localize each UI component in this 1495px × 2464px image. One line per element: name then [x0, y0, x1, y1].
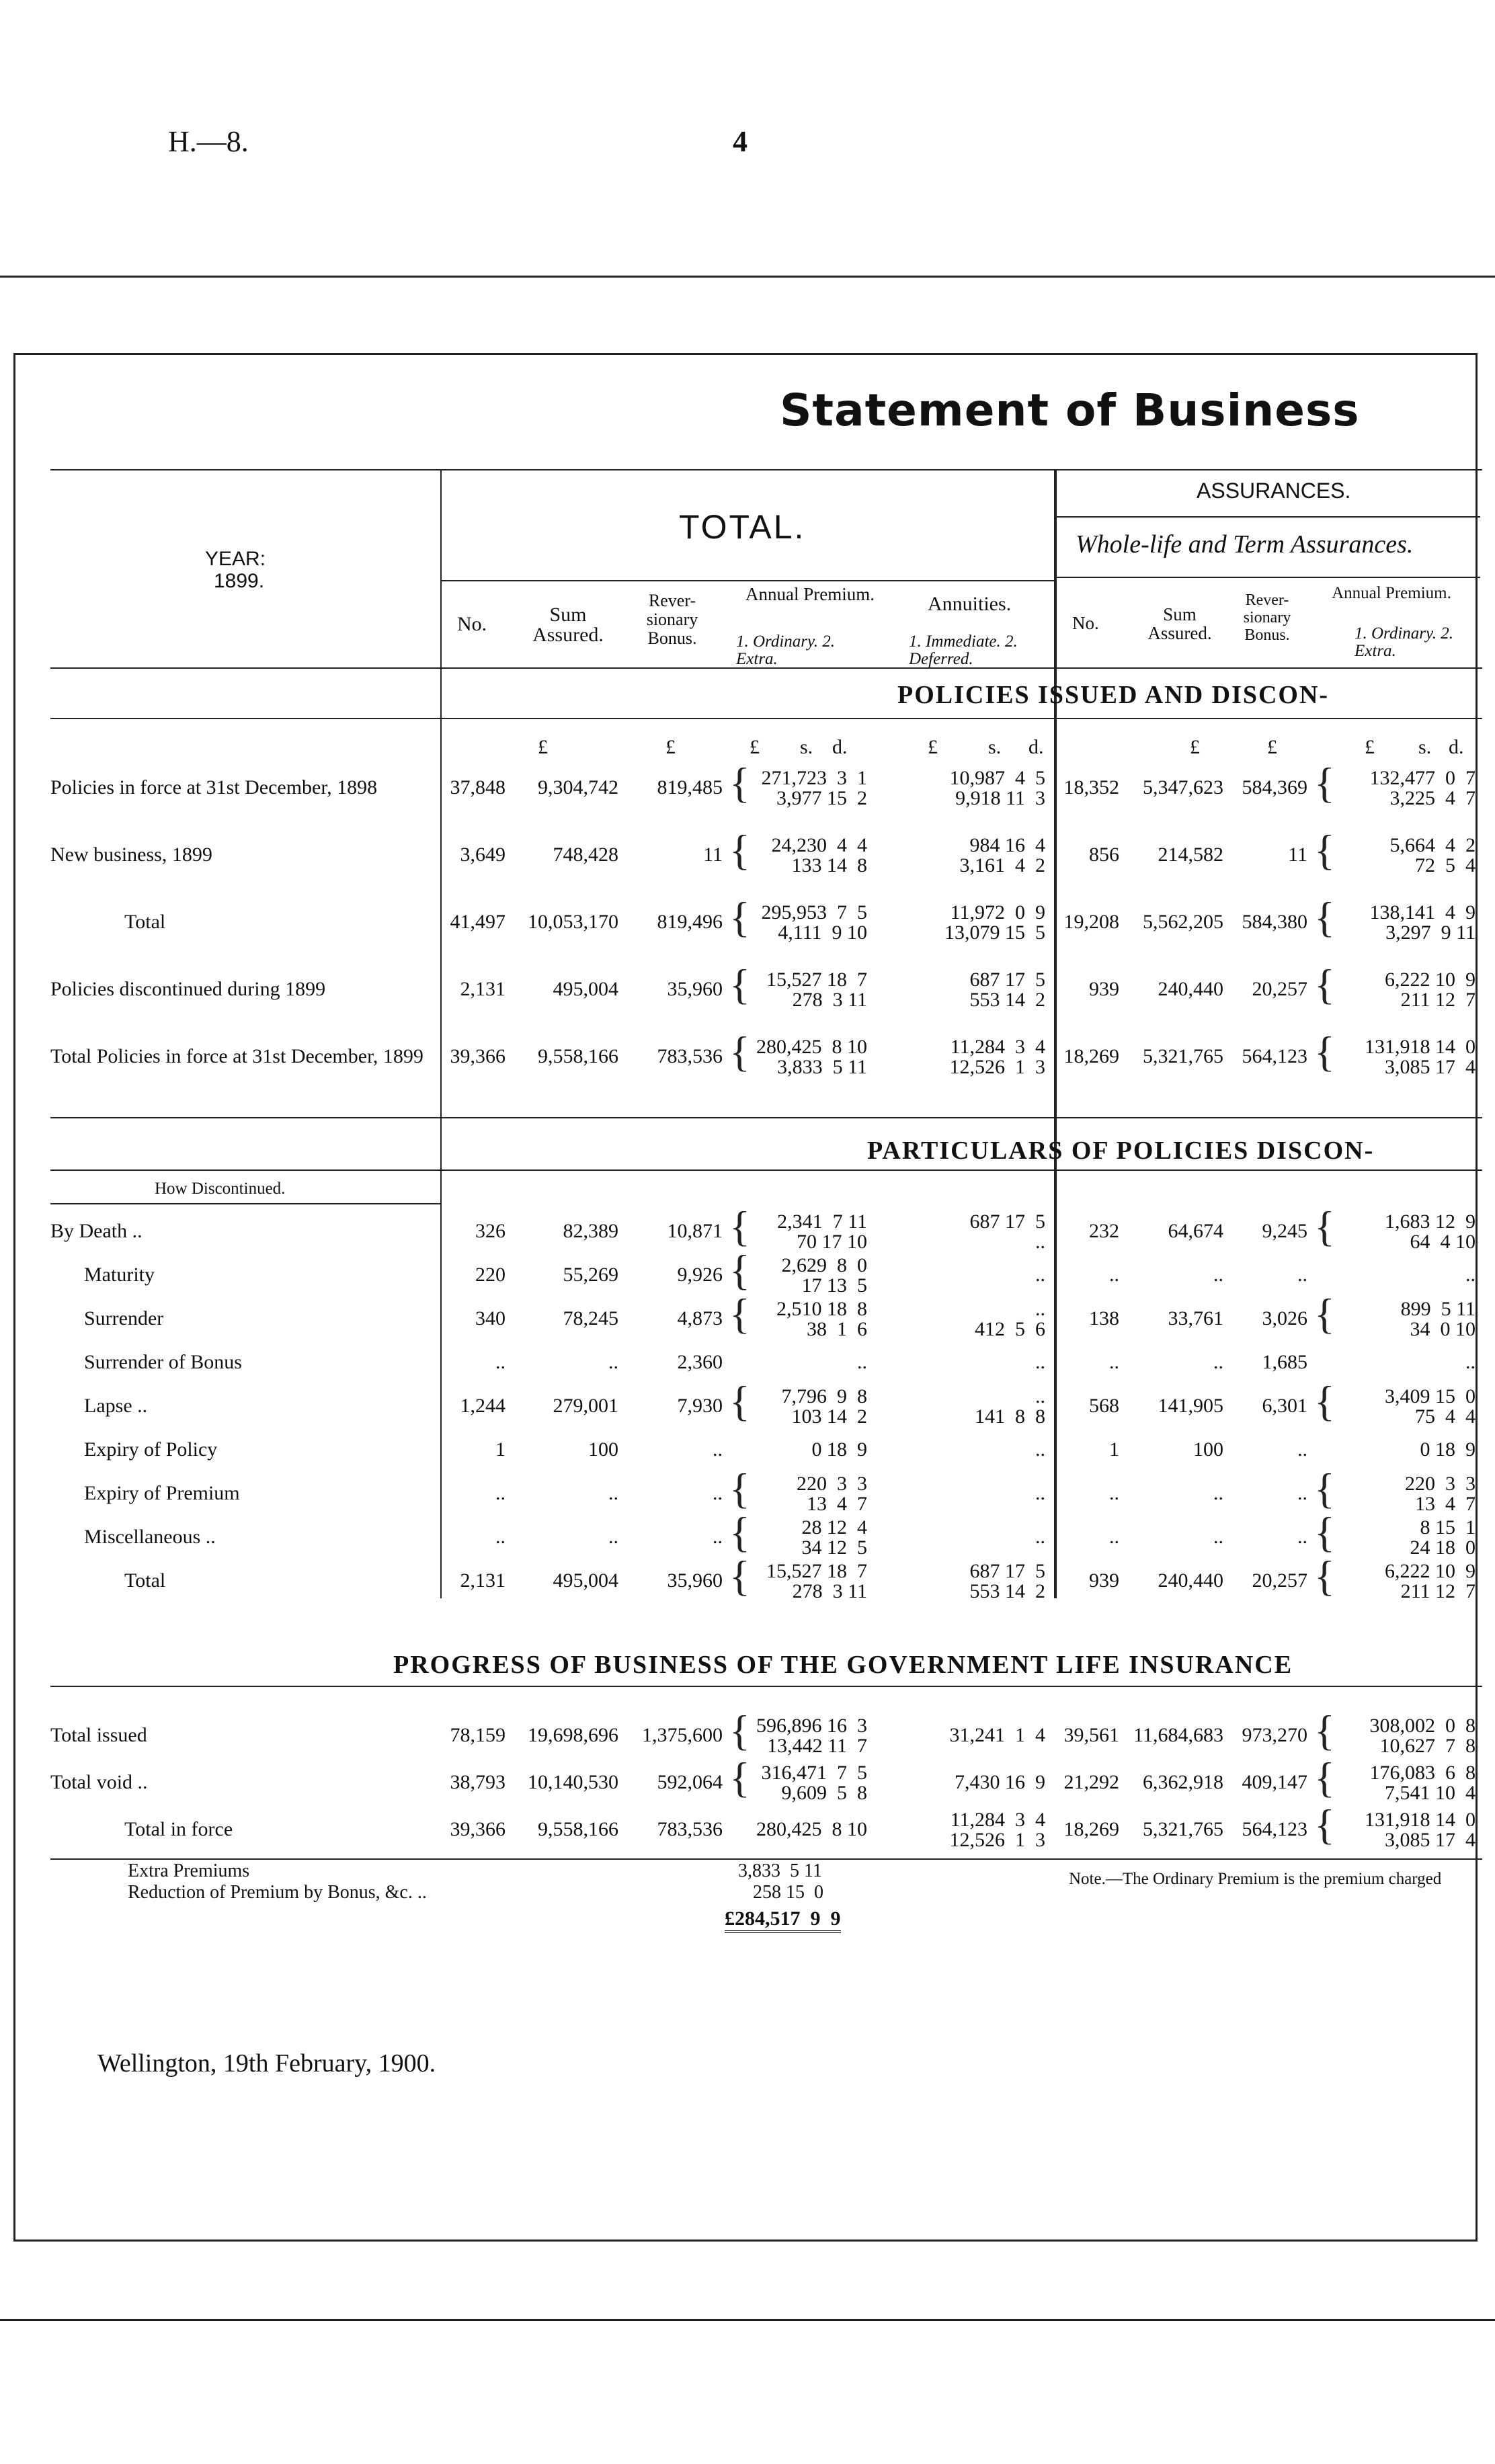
cell-sum-assured: 82,389	[563, 1220, 618, 1242]
cell-ap-ordinary: 28 12 4	[801, 1516, 867, 1538]
cell-an-deferred: 13,079 15 5	[944, 921, 1045, 944]
cell-an-immediate: 687 17 5	[969, 969, 1045, 991]
cell-w-ap-ordinary: 5,664 4 2	[1389, 834, 1476, 856]
section1-end-line	[50, 1117, 1482, 1118]
cell-w-no: 939	[1089, 1569, 1119, 1592]
unit-pound-ap: £	[750, 736, 760, 758]
cell-w-ap-extra: 3,085 17 4	[1385, 1056, 1476, 1078]
brace-wap: {	[1314, 1707, 1335, 1754]
assurance-divider	[1057, 516, 1480, 518]
cell-ap-extra: 278 3 11	[792, 1580, 867, 1602]
cell-w-bonus: 20,257	[1252, 978, 1307, 1000]
cell-w-no: 232	[1089, 1220, 1119, 1242]
row-label: Total	[124, 911, 166, 933]
how-discontinued-label: How Discontinued.	[155, 1180, 286, 1198]
cell-sum-assured: 9,304,742	[538, 776, 618, 798]
cell-no: 340	[475, 1307, 506, 1329]
cell-rev-bonus: 7,930	[677, 1395, 723, 1417]
cell-w-ap-ordinary: 6,222 10 9	[1385, 1560, 1476, 1582]
brace-ap: {	[729, 1290, 750, 1338]
brace-wap: {	[1314, 1377, 1335, 1425]
cell-w-ap-extra: 3,085 17 4	[1385, 1829, 1476, 1851]
cell-ap-extra: 3,977 15 2	[776, 787, 867, 809]
cell-an-immediate: ..	[1035, 1298, 1045, 1320]
cell-w-ap-ordinary: 176,083 6 8	[1369, 1762, 1476, 1784]
cell-ap-extra: 17 13 5	[801, 1274, 867, 1297]
col-ap-sub: 1. Ordinary. 2. Extra.	[736, 632, 835, 668]
cell-w-bonus: 973,270	[1242, 1724, 1307, 1746]
cell-w-ap-ordinary: 8 15 1	[1420, 1516, 1476, 1538]
cell-an-immediate: 11,284 3 4	[950, 1036, 1045, 1058]
cell-w-ap-ordinary: 0 18 9	[1420, 1438, 1476, 1461]
cell-ap-ordinary: 271,723 3 1	[761, 767, 867, 789]
cell-w-ap-ordinary: 1,683 12 9	[1385, 1210, 1476, 1233]
cell-sum-assured: ..	[608, 1351, 618, 1373]
year-value: 1899.	[214, 570, 265, 592]
cell-w-no: 568	[1089, 1395, 1119, 1417]
cell-w-sum: 5,562,205	[1143, 911, 1223, 933]
unit-pound-an: £	[928, 736, 938, 758]
total-subheader-line	[440, 580, 1055, 581]
cell-w-bonus: 584,380	[1242, 911, 1307, 933]
unit-pound-sum: £	[538, 736, 548, 758]
col-line-total-right	[1054, 469, 1057, 1598]
brace-wap: {	[1314, 1754, 1335, 1801]
cell-w-ap-extra: 10,627 7 8	[1379, 1735, 1476, 1757]
cell-an-immediate: 31,241 1 4	[949, 1724, 1045, 1746]
cell-an-deferred: 3,161 4 2	[959, 854, 1045, 876]
cell-rev-bonus: 592,064	[657, 1771, 723, 1793]
brace-ap: {	[729, 1028, 750, 1075]
unit-s-an: s.	[988, 736, 1002, 758]
cell-ap-ordinary: 24,230 4 4	[771, 834, 867, 856]
cell-w-sum: ..	[1213, 1482, 1223, 1504]
cell-w-sum: 5,321,765	[1143, 1818, 1223, 1840]
cell-w-sum: 33,761	[1168, 1307, 1223, 1329]
col-ann-sub: 1. Immediate. 2. Deferred.	[909, 632, 1018, 668]
brace-wap: {	[1314, 1508, 1335, 1556]
section2-line	[50, 1169, 1482, 1171]
cell-rev-bonus: ..	[713, 1438, 723, 1461]
cell-ap-extra: 13,442 11 7	[767, 1735, 867, 1757]
unit-s-ap: s.	[800, 736, 813, 758]
cell-w-no: 1	[1109, 1438, 1119, 1461]
cell-w-no: 18,269	[1063, 1045, 1119, 1067]
cell-w-no: 18,269	[1063, 1818, 1119, 1840]
brace-ap: {	[729, 1246, 750, 1294]
cell-w-ap-ordinary: 131,918 14 0	[1365, 1036, 1476, 1058]
cell-w-sum: 240,440	[1158, 1569, 1223, 1592]
cell-ap-extra: 103 14 2	[791, 1405, 867, 1428]
cell-no: 1,244	[460, 1395, 506, 1417]
row-label: Expiry of Policy	[84, 1438, 218, 1461]
cell-w-ap-ordinary: 131,918 14 0	[1365, 1809, 1476, 1831]
unit-pound-bonus: £	[665, 736, 676, 758]
cell-no: 2,131	[460, 1569, 506, 1592]
col-no: No.	[457, 613, 487, 635]
total-header: TOTAL.	[679, 508, 806, 546]
cell-w-bonus: 9,245	[1262, 1220, 1307, 1242]
row-label: Total void ..	[50, 1771, 148, 1793]
cell-w-sum: 214,582	[1158, 844, 1223, 866]
col-line-year	[440, 469, 442, 1598]
assurances-header: ASSURANCES.	[1197, 479, 1351, 503]
cell-w-bonus: 584,369	[1242, 776, 1307, 798]
brace-wap: {	[1314, 1801, 1335, 1848]
cell-rev-bonus: 35,960	[667, 978, 723, 1000]
cell-sum-assured: 279,001	[553, 1395, 618, 1417]
cell-w-sum: 6,362,918	[1143, 1771, 1223, 1793]
cell-ap-ordinary: 220 3 3	[797, 1473, 867, 1495]
row-label: Expiry of Premium	[84, 1482, 240, 1504]
cell-w-ap-extra: 3,225 4 7	[1389, 787, 1476, 809]
cell-ap-ordinary: 316,471 7 5	[761, 1762, 867, 1784]
cell-rev-bonus: ..	[713, 1526, 723, 1548]
brace-ap: {	[729, 1465, 750, 1512]
section3-line	[50, 1686, 1482, 1687]
cell-w-ap-extra: 7,541 10 4	[1385, 1782, 1476, 1804]
cell-w-bonus: 3,026	[1262, 1307, 1307, 1329]
brace-wap: {	[1314, 1028, 1335, 1075]
cell-an-immediate: 11,284 3 4	[950, 1809, 1045, 1831]
brace-ap: {	[729, 1552, 750, 1600]
cell-w-sum: ..	[1213, 1526, 1223, 1548]
brace-ap: {	[729, 1754, 750, 1801]
cell-w-no: 138	[1089, 1307, 1119, 1329]
page-number: 4	[733, 125, 748, 158]
cell-w-no: 19,208	[1063, 911, 1119, 933]
cell-w-bonus: ..	[1297, 1264, 1307, 1286]
reduction-label: Reduction of Premium by Bonus, &c. ..	[128, 1882, 427, 1903]
col-w-ap-sub: 1. Ordinary. 2. Extra.	[1355, 624, 1453, 660]
cell-no: 39,366	[450, 1045, 506, 1067]
brace-wap: {	[1314, 1202, 1335, 1250]
cell-an-immediate: 11,972 0 9	[950, 901, 1045, 923]
cell-no: 39,366	[450, 1818, 506, 1840]
cell-sum-assured: 495,004	[553, 1569, 618, 1592]
cell-no: ..	[495, 1526, 506, 1548]
cell-an-immediate: 10,987 4 5	[949, 767, 1045, 789]
cell-no: ..	[495, 1482, 506, 1504]
row-label: By Death ..	[50, 1220, 143, 1242]
cell-sum-assured: 19,698,696	[528, 1724, 618, 1746]
cell-sum-assured: 495,004	[553, 978, 618, 1000]
brace-ap: {	[729, 826, 750, 874]
brace-ap: {	[729, 893, 750, 941]
cell-an-immediate: ..	[1035, 1351, 1045, 1373]
cell-rev-bonus: 819,485	[657, 776, 723, 798]
cell-an-immediate: ..	[1035, 1526, 1045, 1548]
whole-life-divider	[1057, 577, 1480, 578]
cell-rev-bonus: 783,536	[657, 1818, 723, 1840]
cell-w-bonus: 564,123	[1242, 1045, 1307, 1067]
cell-rev-bonus: 2,360	[677, 1351, 723, 1373]
cell-no: 78,159	[450, 1724, 506, 1746]
cell-no: 37,848	[450, 776, 506, 798]
cell-w-ap-extra: 75 4 4	[1415, 1405, 1476, 1428]
row-label: Maturity	[84, 1264, 155, 1286]
cell-w-no: 39,561	[1063, 1724, 1119, 1746]
cell-no: 1	[495, 1438, 506, 1461]
extra-premiums-label: Extra Premiums	[128, 1860, 250, 1881]
cell-rev-bonus: 11	[703, 844, 723, 866]
col-w-ap: Annual Premium.	[1332, 584, 1451, 602]
cell-an-immediate: ..	[1035, 1385, 1045, 1407]
cell-an-deferred: 12,526 1 3	[949, 1829, 1045, 1851]
row-label: Policies discontinued during 1899	[50, 978, 326, 1000]
row-label: Surrender of Bonus	[84, 1351, 242, 1373]
cell-w-bonus: ..	[1297, 1438, 1307, 1461]
cell-sum-assured: ..	[608, 1526, 618, 1548]
row-label: Policies in force at 31st December, 1898	[50, 776, 378, 798]
cell-ap-ordinary: 15,527 18 7	[766, 969, 867, 991]
cell-sum-assured: 10,053,170	[528, 911, 618, 933]
cell-ap-extra: 13 4 7	[807, 1493, 867, 1515]
section-progress: PROGRESS OF BUSINESS OF THE GOVERNMENT LIFE INSURANCE	[393, 1651, 1293, 1679]
cell-no: 38,793	[450, 1771, 506, 1793]
cell-w-bonus: ..	[1297, 1482, 1307, 1504]
section-issued: POLICIES ISSUED AND DISCON-	[897, 681, 1330, 709]
cell-rev-bonus: 1,375,600	[642, 1724, 723, 1746]
brace-wap: {	[1314, 759, 1335, 807]
cell-w-ap-extra: 24 18 0	[1410, 1536, 1476, 1559]
row-label: Surrender	[84, 1307, 164, 1329]
cell-sum-assured: 10,140,530	[528, 1771, 618, 1793]
row-label: New business, 1899	[50, 844, 212, 866]
col-w-sum: Sum Assured.	[1147, 604, 1212, 643]
cell-no: ..	[495, 1351, 506, 1373]
cell-w-ap-ordinary: 6,222 10 9	[1385, 969, 1476, 991]
footnote: Note.—The Ordinary Premium is the premium charged	[1069, 1870, 1442, 1888]
cell-no: 326	[475, 1220, 506, 1242]
unit-d-an: d.	[1028, 736, 1044, 758]
unit-d-wap: d.	[1449, 736, 1464, 758]
cell-rev-bonus: 10,871	[667, 1220, 723, 1242]
unit-d-ap: d.	[832, 736, 848, 758]
cell-w-sum: 64,674	[1168, 1220, 1223, 1242]
cell-w-no: 856	[1089, 844, 1119, 866]
cell-w-sum: 240,440	[1158, 978, 1223, 1000]
cell-w-bonus: 409,147	[1242, 1771, 1307, 1793]
cell-w-ap-extra: 72 5 4	[1415, 854, 1476, 876]
cell-w-ap-extra: 13 4 7	[1415, 1493, 1476, 1515]
cell-ap-ordinary: 0 18 9	[811, 1438, 867, 1461]
cell-ap-ordinary: 280,425 8 10	[756, 1818, 867, 1840]
unit-pound-wsum: £	[1190, 736, 1200, 758]
cell-an-deferred: ..	[1035, 1231, 1045, 1253]
cell-sum-assured: 55,269	[563, 1264, 618, 1286]
cell-w-no: 21,292	[1063, 1771, 1119, 1793]
brace-ap: {	[729, 960, 750, 1008]
year-label: YEAR:	[205, 548, 266, 570]
unit-pound-wbonus: £	[1267, 736, 1277, 758]
top-rule	[0, 276, 1495, 278]
cell-w-ap-extra: 34 0 10	[1410, 1318, 1476, 1340]
cell-w-ap-ordinary: ..	[1465, 1264, 1476, 1286]
cell-sum-assured: ..	[608, 1482, 618, 1504]
brace-wap: {	[1314, 1552, 1335, 1600]
cell-an-immediate: ..	[1035, 1482, 1045, 1504]
brace-wap: {	[1314, 1290, 1335, 1338]
brace-ap: {	[729, 1707, 750, 1754]
cell-an-deferred: 553 14 2	[969, 989, 1045, 1011]
cell-w-ap-ordinary: 899 5 11	[1400, 1298, 1476, 1320]
whole-life-header: Whole-life and Term Assurances.	[1076, 530, 1414, 559]
cell-ap-ordinary: 2,341 7 11	[777, 1210, 867, 1233]
cell-ap-ordinary: 596,896 16 3	[756, 1715, 867, 1737]
signature-line: Wellington, 19th February, 1900.	[97, 2049, 436, 2078]
footer-line	[50, 1858, 1482, 1860]
cell-w-no: ..	[1109, 1526, 1119, 1548]
cell-sum-assured: 748,428	[553, 844, 618, 866]
cell-ap-extra: 70 17 10	[797, 1231, 867, 1253]
cell-w-bonus: 11	[1288, 844, 1307, 866]
cell-w-bonus: 20,257	[1252, 1569, 1307, 1592]
row-label: Lapse ..	[84, 1395, 148, 1417]
brace-wap: {	[1314, 1465, 1335, 1512]
cell-w-ap-extra: 211 12 7	[1400, 989, 1476, 1011]
cell-an-deferred: 12,526 1 3	[949, 1056, 1045, 1078]
header-top-line	[50, 469, 1482, 470]
cell-rev-bonus: 9,926	[677, 1264, 723, 1286]
cell-ap-ordinary: 280,425 8 10	[756, 1036, 867, 1058]
cell-w-ap-ordinary: ..	[1465, 1351, 1476, 1373]
brace-wap: {	[1314, 960, 1335, 1008]
page-title: Statement of Business	[780, 384, 1360, 436]
cell-rev-bonus: 35,960	[667, 1569, 723, 1592]
cell-ap-ordinary: 2,629 8 0	[781, 1254, 867, 1276]
reduction-value: 258 15 0	[753, 1882, 823, 1903]
brace-ap: {	[729, 1377, 750, 1425]
bottom-rule	[0, 2319, 1495, 2321]
col-rev-bonus: Rever-sionary Bonus.	[646, 591, 698, 648]
cell-w-no: 18,352	[1063, 776, 1119, 798]
cell-ap-extra: 133 14 8	[791, 854, 867, 876]
cell-w-ap-extra: 64 4 10	[1410, 1231, 1476, 1253]
cell-w-sum: ..	[1213, 1264, 1223, 1286]
col-annuities: Annuities.	[928, 593, 1012, 615]
cell-w-no: ..	[1109, 1482, 1119, 1504]
cell-sum-assured: 78,245	[563, 1307, 618, 1329]
brace-wap: {	[1314, 826, 1335, 874]
col-w-no: No.	[1072, 613, 1099, 633]
cell-rev-bonus: ..	[713, 1482, 723, 1504]
section-particulars: PARTICULARS OF POLICIES DISCON-	[867, 1137, 1375, 1165]
how-line	[50, 1203, 440, 1204]
brace-wap: {	[1314, 893, 1335, 941]
cell-w-ap-ordinary: 220 3 3	[1405, 1473, 1476, 1495]
cell-w-sum: 141,905	[1158, 1395, 1223, 1417]
cell-w-sum: 100	[1193, 1438, 1223, 1461]
cell-ap-ordinary: 7,796 9 8	[781, 1385, 867, 1407]
cell-an-immediate: 687 17 5	[969, 1210, 1045, 1233]
cell-ap-ordinary: 2,510 18 8	[776, 1298, 867, 1320]
cell-an-immediate: ..	[1035, 1264, 1045, 1286]
cell-no: 220	[475, 1264, 506, 1286]
cell-an-immediate: 687 17 5	[969, 1560, 1045, 1582]
cell-an-immediate: ..	[1035, 1438, 1045, 1461]
cell-w-ap-ordinary: 308,002 0 8	[1369, 1715, 1476, 1737]
cell-w-sum: 11,684,683	[1133, 1724, 1223, 1746]
cell-ap-extra: 278 3 11	[792, 989, 867, 1011]
cell-w-ap-extra: 3,297 9 11	[1385, 921, 1476, 944]
section1-line	[50, 718, 1482, 719]
cell-w-sum: 5,321,765	[1143, 1045, 1223, 1067]
cell-rev-bonus: 4,873	[677, 1307, 723, 1329]
brace-ap: {	[729, 1202, 750, 1250]
cell-ap-extra: 38 1 6	[807, 1318, 867, 1340]
col-w-bonus: Rever-sionary Bonus.	[1243, 591, 1291, 644]
cell-an-immediate: 7,430 16 9	[955, 1771, 1045, 1793]
cell-w-sum: ..	[1213, 1351, 1223, 1373]
cell-an-deferred: 412 5 6	[975, 1318, 1045, 1340]
row-label: Total issued	[50, 1724, 147, 1746]
unit-s-wap: s.	[1418, 736, 1432, 758]
cell-an-immediate: 984 16 4	[969, 834, 1045, 856]
cell-ap-ordinary: 15,527 18 7	[766, 1560, 867, 1582]
grand-total: £284,517 9 9	[725, 1907, 841, 1933]
cell-w-sum: 5,347,623	[1143, 776, 1223, 798]
cell-w-bonus: 564,123	[1242, 1818, 1307, 1840]
cell-sum-assured: 100	[588, 1438, 618, 1461]
cell-ap-extra: 9,609 5 8	[781, 1782, 867, 1804]
cell-no: 3,649	[460, 844, 506, 866]
row-label: Total	[124, 1569, 166, 1592]
cell-ap-extra: 34 12 5	[801, 1536, 867, 1559]
extra-premiums-value: 3,833 5 11	[738, 1860, 822, 1881]
cell-an-deferred: 9,918 11 3	[955, 787, 1045, 809]
cell-an-deferred: 553 14 2	[969, 1580, 1045, 1602]
cell-sum-assured: 9,558,166	[538, 1818, 618, 1840]
cell-w-ap-ordinary: 138,141 4 9	[1369, 901, 1476, 923]
cell-w-no: ..	[1109, 1264, 1119, 1286]
cell-w-bonus: ..	[1297, 1526, 1307, 1548]
brace-ap: {	[729, 759, 750, 807]
cell-rev-bonus: 819,496	[657, 911, 723, 933]
cell-w-no: ..	[1109, 1351, 1119, 1373]
cell-ap-extra: 4,111 9 10	[778, 921, 867, 944]
col-annual-premium: Annual Premium.	[745, 584, 875, 604]
unit-pound-wap: £	[1365, 736, 1375, 758]
cell-ap-extra: 3,833 5 11	[777, 1056, 867, 1078]
page-ref: H.—8.	[168, 125, 249, 158]
cell-w-bonus: 1,685	[1262, 1351, 1307, 1373]
cell-an-deferred: 141 8 8	[975, 1405, 1045, 1428]
cell-w-bonus: 6,301	[1262, 1395, 1307, 1417]
cell-no: 2,131	[460, 978, 506, 1000]
cell-rev-bonus: 783,536	[657, 1045, 723, 1067]
cell-ap-ordinary: 295,953 7 5	[761, 901, 867, 923]
cell-w-ap-ordinary: 132,477 0 7	[1369, 767, 1476, 789]
brace-ap: {	[729, 1508, 750, 1556]
row-label: Miscellaneous ..	[84, 1526, 216, 1548]
cell-sum-assured: 9,558,166	[538, 1045, 618, 1067]
cell-w-ap-ordinary: 3,409 15 0	[1385, 1385, 1476, 1407]
row-label: Total in force	[124, 1818, 233, 1840]
cell-w-ap-extra: 211 12 7	[1400, 1580, 1476, 1602]
cell-w-no: 939	[1089, 978, 1119, 1000]
row-label: Total Policies in force at 31st December, 1899	[50, 1045, 423, 1067]
col-sum-assured: Sum Assured.	[532, 604, 604, 646]
cell-no: 41,497	[450, 911, 506, 933]
cell-ap-ordinary: ..	[857, 1351, 867, 1373]
